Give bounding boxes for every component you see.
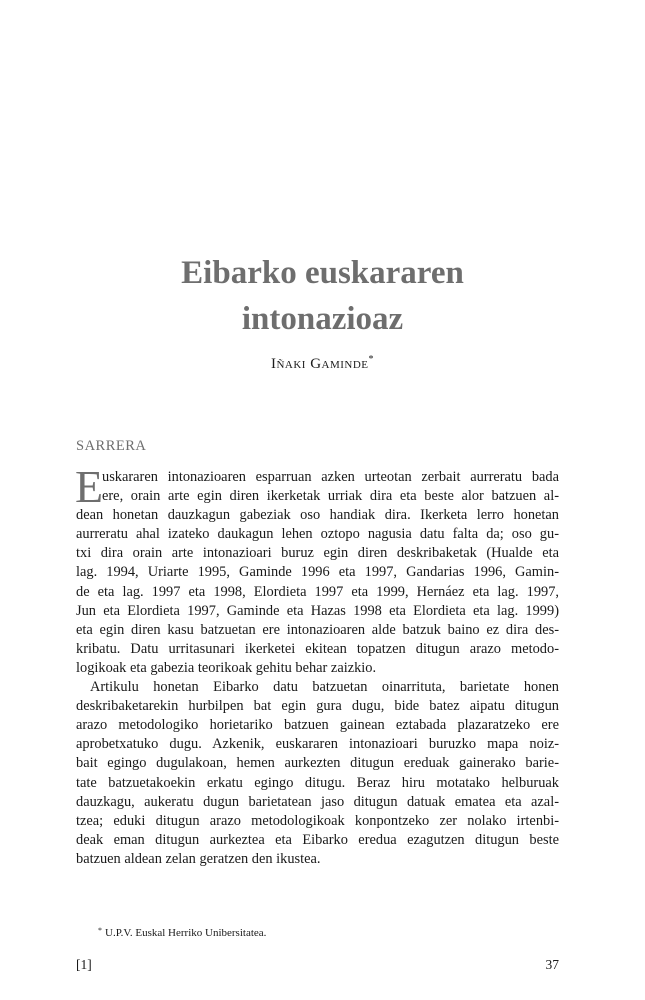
text-line: aurreratu ahal izateko daukagun lehen oztopo nagusia datu falta da; oso gu- <box>76 526 559 543</box>
footnote-text: U.P.V. Euskal Herriko Unibersitatea. <box>105 927 267 939</box>
author-name <box>0 356 645 373</box>
section-heading: SARRERA <box>76 438 147 454</box>
text-line: logikoak eta gabezia teorikoak gehitu behar zaizkio. <box>76 659 377 676</box>
text-line: dean honetan dauzkagun gabeziak oso handiak dira. Ikerketa lerro honetan <box>76 507 559 524</box>
text-line: txi dira orain arte intonazioari buruz egin diren deskribaketak (Hualde eta <box>76 545 559 562</box>
text-line: deak eman ditugun aurkeztea eta Eibarko eredua ezagutzen ditugun beste <box>76 831 559 848</box>
page-reference: [1] <box>76 957 92 972</box>
text-line: ere, orain arte egin diren ikerketak urriak dira eta beste alor batzuen al- <box>102 488 559 505</box>
paragraph-2 <box>76 678 559 869</box>
text-line: aprobetxatuko dugu. Azkenik, euskararen intonazioari buruzko mapa noiz- <box>76 736 559 753</box>
text-line: batzuen aldean zelan geratzen den ikustea. <box>76 850 321 867</box>
article-title <box>0 250 645 342</box>
text-line: uskararen intonazioaren esparruan azken urteotan zerbait aurreratu bada <box>102 469 559 485</box>
author-footnote-marker: * <box>368 354 375 365</box>
text-line: lag. 1994, Uriarte 1995, Gaminde 1996 eta 1997, Gandarias 1996, Gamin- <box>76 564 559 581</box>
footnote-marker: * <box>98 926 102 935</box>
body-text <box>75 461 559 869</box>
text-line: tate batzuetakoekin erkatu egingo ditugu. Beraz hiru motatako helburuak <box>76 774 559 791</box>
text-line: arazo metodologiko horietariko batzuen gainean eztabada plazaratzeko ere <box>76 717 559 734</box>
title-line: intonazioaz <box>241 301 404 338</box>
text-line: deskribaketarekin hurbilpen bat egin gura dugu, bide batez aipatu ditugun <box>76 698 559 715</box>
page-number: 37 <box>545 957 559 972</box>
text-line: Artikulu honetan Eibarko datu batzuetan oinarrituta, barietate honen <box>90 679 559 696</box>
text-line: bait egingo dugulakoan, hemen aurkezten ditugun ereduak gainerako barie- <box>76 755 559 772</box>
paragraph-1 <box>75 461 559 678</box>
text-line: Jun eta Elordieta 1997, Gaminde eta Hazas 1998 eta Elordieta eta lag. 1999) <box>76 602 559 619</box>
text-line: de eta lag. 1997 eta 1998, Elordieta 1997 eta 1999, Hernáez eta lag. 1997, <box>76 583 559 600</box>
author-first-name: Iñaki <box>270 356 306 372</box>
text-line: dauzkagu, aukeratu dugun barietatean jaso ditugun datuak ematea eta azal- <box>76 793 559 810</box>
drop-cap: E <box>75 461 104 512</box>
text-line: tzea; eduki ditugun arazo metodologikoak konpontzeko zer nolako irtenbi- <box>76 812 559 829</box>
text-line: eta egin diren kasu batzuetan ere intonazioaren alde batzuk baino ez dira des- <box>76 621 559 638</box>
text-line: kribatu. Datu urritasunari ikerketei ekitean topatzen ditugun arazo metodo- <box>76 640 559 657</box>
author-last-name: Gaminde <box>310 356 369 372</box>
title-line: Eibarko euskararen <box>181 255 464 292</box>
footnote <box>98 927 266 939</box>
